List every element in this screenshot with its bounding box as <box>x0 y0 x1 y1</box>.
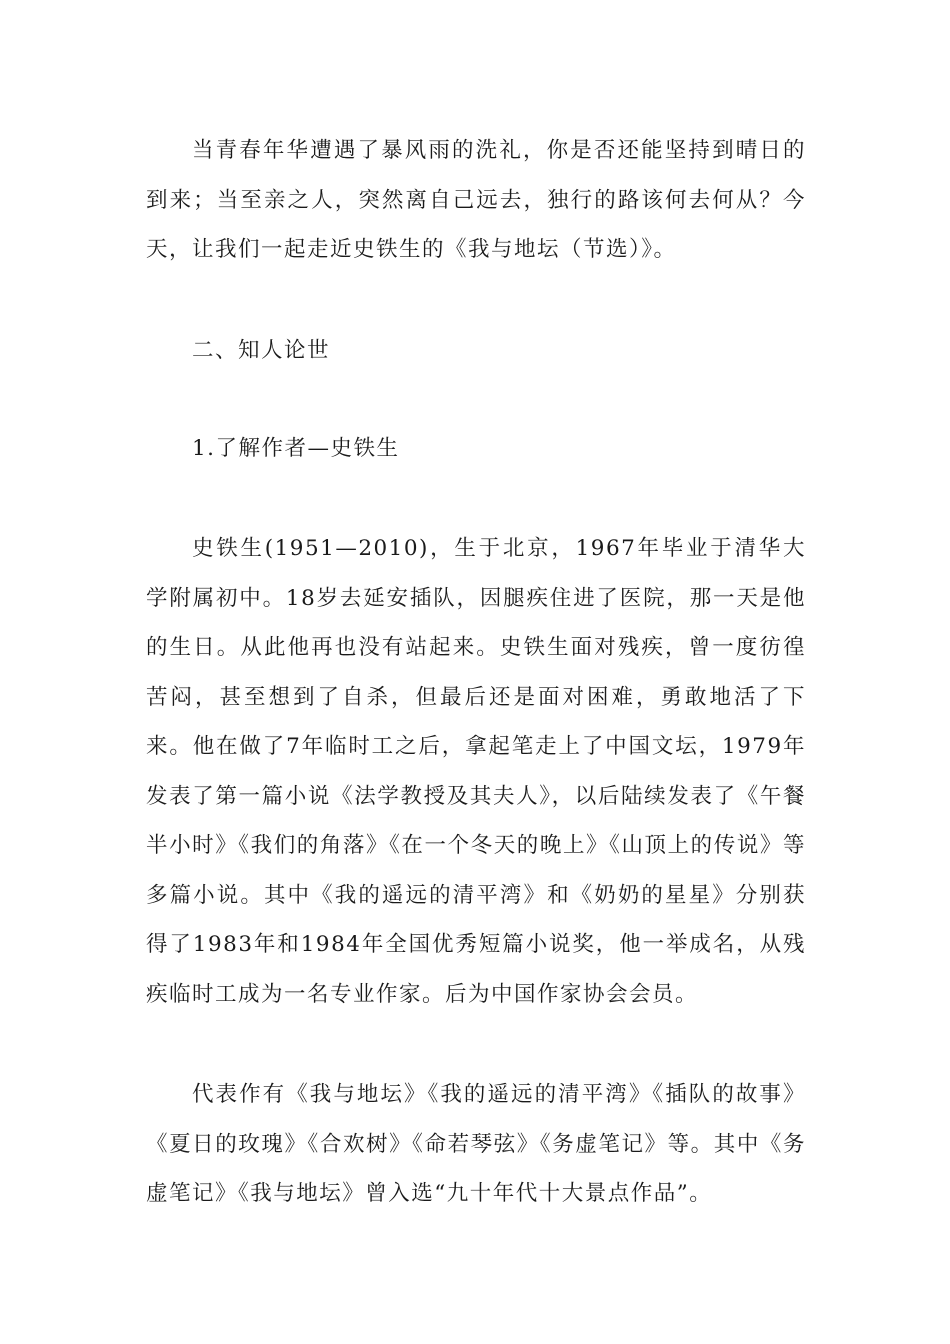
biography-paragraph: 史铁生(1951—2010)，生于北京，1967年毕业于清华大学附属初中。18岁去延安插队，因腿疾住进了医院，那一天是他的生日。从此他再也没有站起来。史铁生面对残疾，曾一度彷徨苦闷，甚至想到了自杀，但最后还是面对困难，勇敢地活了下来。他在做了7年临时工之后，拿起笔走上了中国文坛，1979年发表了第一篇小说《法学教授及其夫人》，以后陆续发表了《午餐半小时》《我们的角落》《在一个冬天的晚上》《山顶上的传说》等多篇小说。其中《我的遥远的清平湾》和《奶奶的星星》分别获得了1983年和1984年全国优秀短篇小说奖，他一举成名，从残疾临时工成为一名专业作家。后为中国作家协会会员。 <box>146 536 806 1007</box>
works-paragraph: 代表作有《我与地坛》《我的遥远的清平湾》《插队的故事》《夏日的玫瑰》《合欢树》《命若琴弦》《务虚笔记》等。其中《务虚笔记》《我与地坛》曾入选“九十年代十大景点作品”。 <box>146 1082 806 1206</box>
intro-paragraph: 当青春年华遭遇了暴风雨的洗礼，你是否还能坚持到晴日的到来；当至亲之人，突然离自己远去，独行的路该何去何从？今天，让我们一起走近史铁生的《我与地坛（节选）》。 <box>146 138 806 262</box>
section-heading: 二、知人论世 <box>192 338 331 363</box>
subsection-heading: 1.了解作者—史铁生 <box>192 436 400 461</box>
